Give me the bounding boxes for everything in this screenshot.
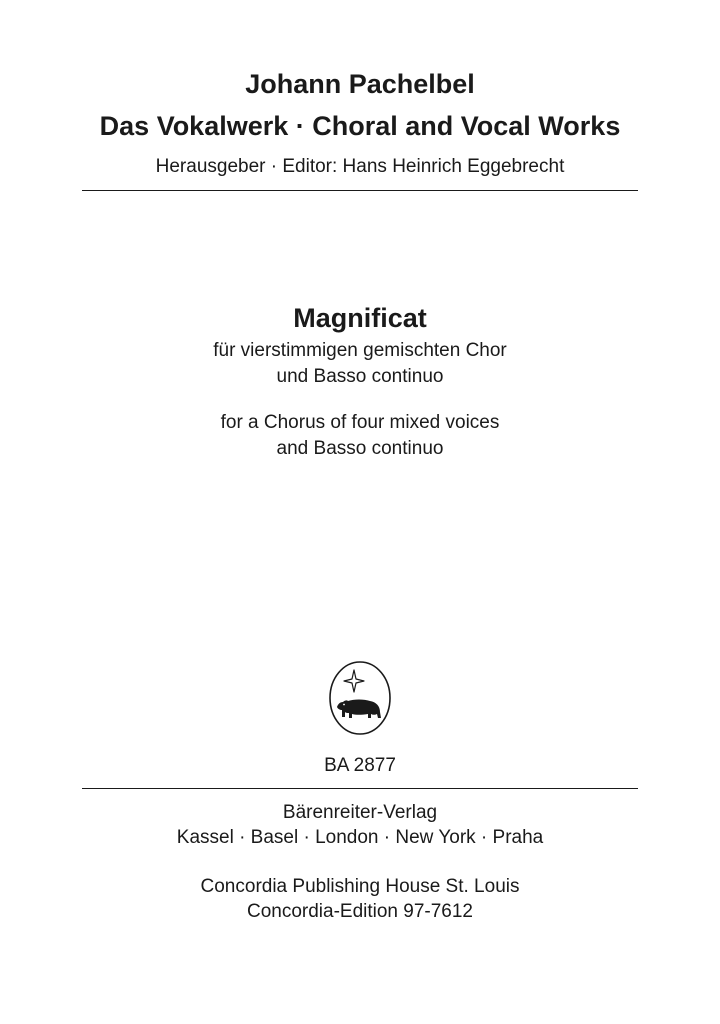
publisher-name: Bärenreiter-Verlag (282, 802, 438, 823)
editor-credit: Herausgeber · Editor: Hans Heinrich Eggebrecht (155, 156, 565, 177)
composer-name: Johann Pachelbel (245, 69, 475, 99)
copublisher-name: Concordia Publishing House St. Louis (200, 876, 520, 897)
catalog-number: BA 2877 (324, 755, 396, 776)
description-en-line-2: and Basso continuo (276, 438, 444, 459)
top-divider (82, 190, 638, 191)
bottom-divider (82, 788, 638, 789)
description-de-line-2: und Basso continuo (276, 366, 444, 387)
copublisher-edition: Concordia-Edition 97-7612 (246, 901, 474, 922)
publisher-cities: Kassel · Basel · London · New York · Praha (176, 827, 544, 848)
description-en-line-1: for a Chorus of four mixed voices (220, 412, 500, 433)
work-title: Magnificat (293, 303, 427, 333)
series-title: Das Vokalwerk · Choral and Vocal Works (99, 111, 621, 141)
baerenreiter-bear-star-logo-icon (328, 660, 392, 736)
description-de-line-1: für vierstimmigen gemischten Chor (213, 340, 507, 361)
